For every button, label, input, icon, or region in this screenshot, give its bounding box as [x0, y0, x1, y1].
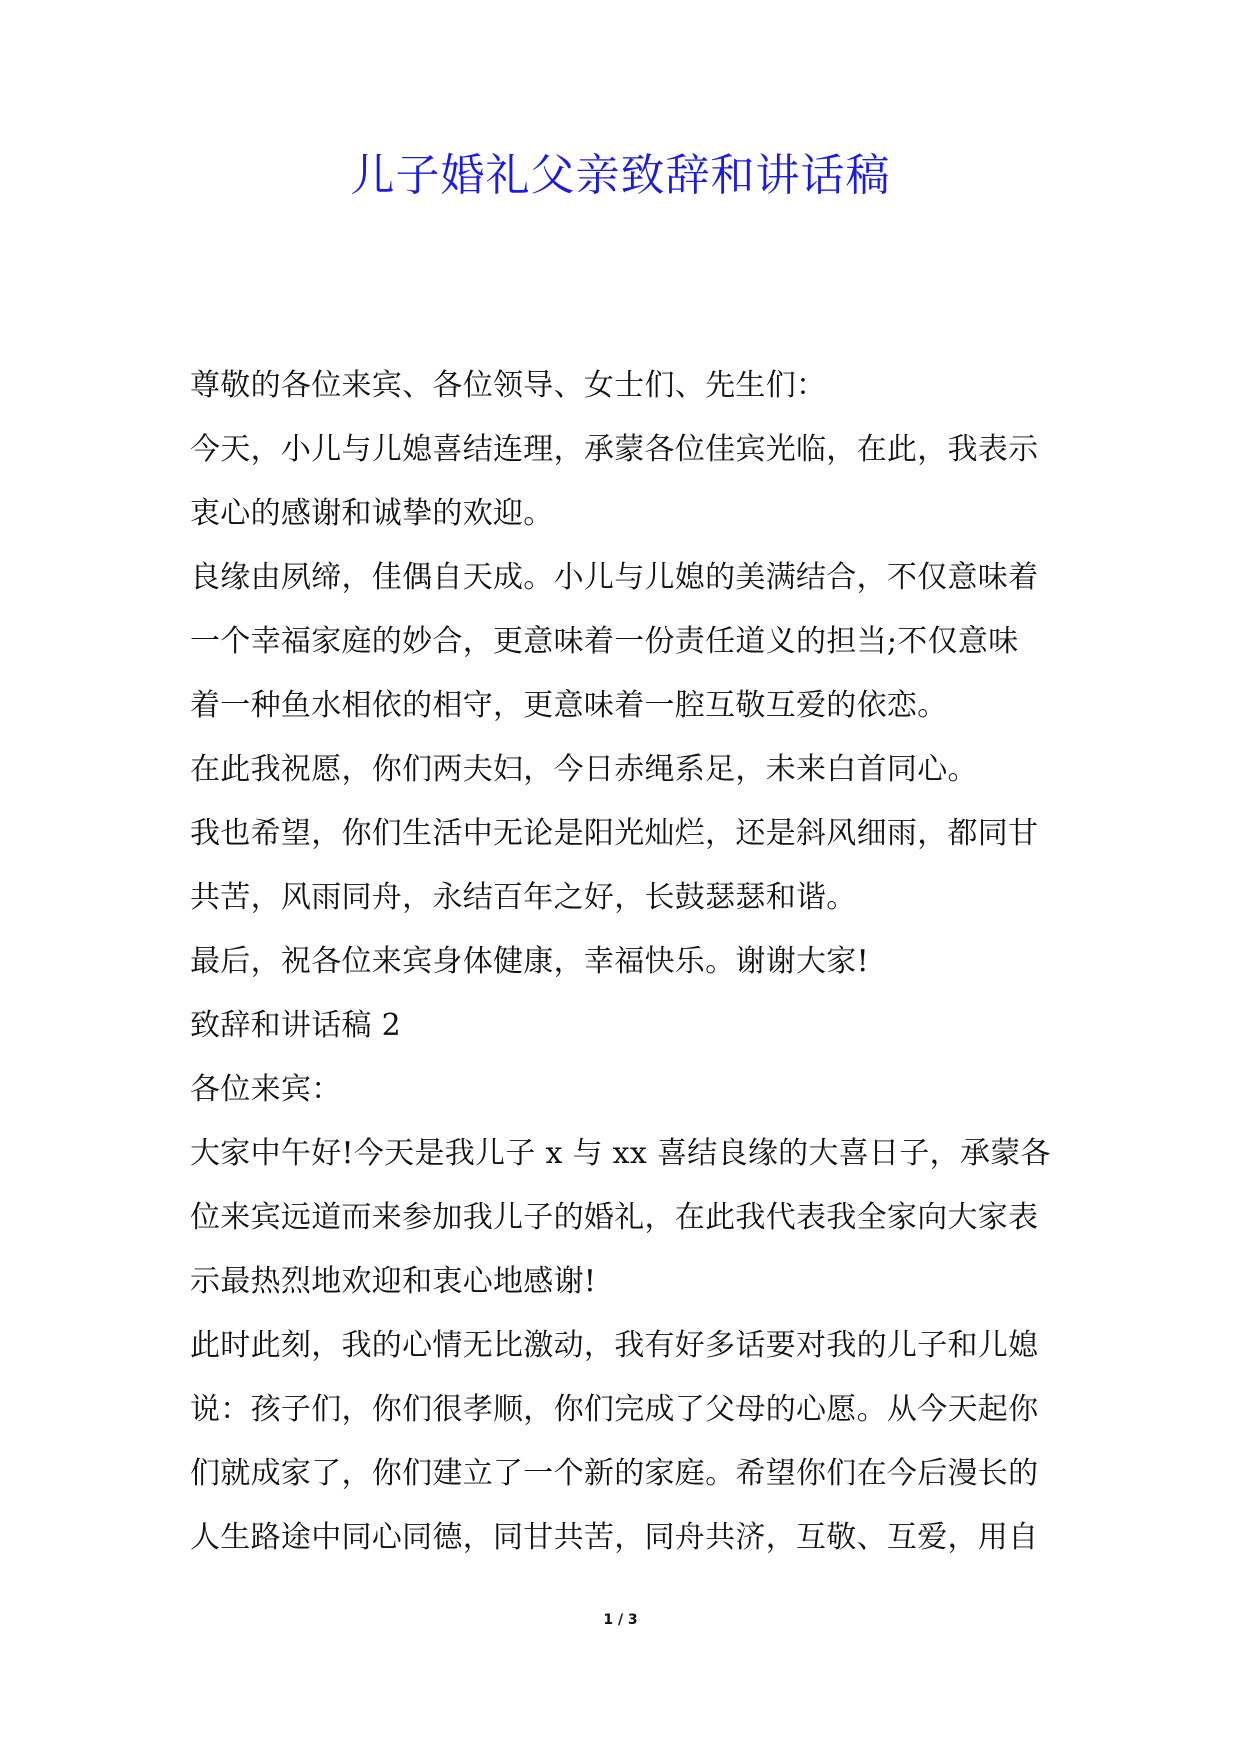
page-number: 1 / 3: [603, 1612, 638, 1628]
body-line: 着一种鱼水相依的相守，更意味着一腔互敬互爱的依恋。: [190, 688, 948, 723]
body-line: 说：孩子们，你们很孝顺，你们完成了父母的心愿。从今天起你: [190, 1392, 1039, 1427]
body-line: 共苦，风雨同舟，永结百年之好，长鼓瑟瑟和谐。: [190, 880, 857, 915]
body-line: 在此我祝愿，你们两夫妇，今日赤绳系足，未来白首同心。: [190, 752, 978, 787]
document-body: [190, 354, 1060, 1570]
body-line: 位来宾远道而来参加我儿子的婚礼，在此我代表我全家向大家表: [190, 1200, 1039, 1235]
body-line: 我也希望，你们生活中无论是阳光灿烂，还是斜风细雨，都同甘: [190, 816, 1039, 851]
body-line: 一个幸福家庭的妙合，更意味着一份责任道义的担当;不仅意味: [190, 624, 1019, 659]
body-line: 大家中午好!今天是我儿子 x 与 xx 喜结良缘的大喜日子，承蒙各: [190, 1136, 1051, 1171]
body-line: 最后，祝各位来宾身体健康，幸福快乐。谢谢大家!: [190, 944, 869, 979]
body-line: 人生路途中同心同德，同甘共苦，同舟共济，互敬、互爱，用自: [190, 1520, 1039, 1555]
body-line: 良缘由夙缔，佳偶自天成。小儿与儿媳的美满结合，不仅意味着: [190, 560, 1039, 595]
body-line: 示最热烈地欢迎和衷心地感谢!: [190, 1264, 597, 1299]
body-line: 们就成家了，你们建立了一个新的家庭。希望你们在今后漫长的: [190, 1456, 1039, 1491]
body-line: 此时此刻，我的心情无比激动，我有好多话要对我的儿子和儿媳: [190, 1328, 1039, 1363]
section-heading: 致辞和讲话稿 2: [190, 1008, 402, 1043]
body-line: 今天，小儿与儿媳喜结连理，承蒙各位佳宾光临，在此，我表示: [190, 432, 1039, 467]
body-line: 尊敬的各位来宾、各位领导、女士们、先生们：: [190, 368, 827, 403]
document-title: 儿子婚礼父亲致辞和讲话稿: [350, 150, 891, 201]
body-line: 衷心的感谢和诚挚的欢迎。: [190, 496, 554, 531]
body-line: 各位来宾：: [190, 1072, 342, 1107]
